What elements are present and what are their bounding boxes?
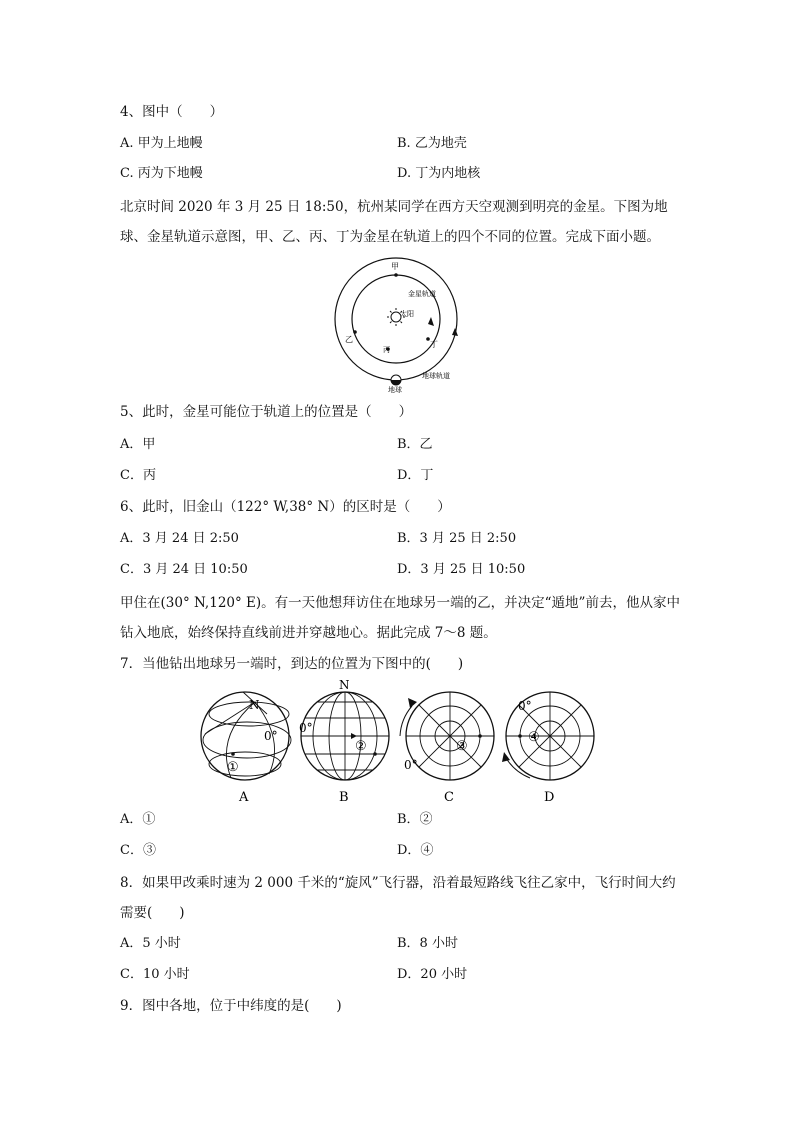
q9-stem: 9．图中各地，位于中纬度的是( ): [120, 998, 342, 1014]
globe-c-letter: C: [444, 790, 454, 805]
label-ding: 丁: [430, 340, 438, 349]
globe-a-0-label: 0°: [264, 729, 278, 743]
q4-option-a: A. 甲为上地幔: [120, 136, 203, 151]
q6-stem: 6、此时，旧金山（122° W,38° N）的区时是（ ）: [120, 499, 451, 515]
label-bing: 丙: [383, 346, 390, 354]
label-sun: 太阳: [400, 310, 414, 318]
globe-d-letter: D: [544, 790, 555, 805]
q8-option-b: B．8 小时: [397, 936, 458, 951]
q4-stem: 4、图中（ ）: [120, 104, 224, 120]
venus-position-yi: [353, 330, 357, 334]
globe-a-marker: ①: [227, 760, 239, 775]
label-venus-orbit: 金星轨道: [408, 290, 436, 298]
q7-option-c: C．③: [120, 843, 156, 858]
q5-option-a: A．甲: [120, 437, 156, 452]
q8-option-a: A．5 小时: [120, 936, 181, 951]
venus-position-jia: [394, 273, 398, 277]
q5-option-c: C．丙: [120, 468, 156, 483]
globe-c-0-label: 0°: [404, 758, 418, 772]
globe-a: [201, 692, 291, 780]
q8-stem: 8．如果甲改乘时速为 2 000 千米的“旋风”飞行器，沿着最短路线飞往乙家中，飞行时间大约需要( ): [120, 875, 676, 921]
globes-figure: [190, 676, 600, 806]
globe-c-marker: ③: [456, 739, 468, 754]
label-earth-orbit: 地球轨道: [422, 372, 450, 380]
globe-a-n-label: N: [249, 698, 260, 712]
q4-option-d: D. 丁为内地核: [397, 166, 481, 181]
globe-d-0-label: 0°: [518, 699, 532, 713]
q8-option-d: D．20 小时: [397, 967, 468, 982]
q7-option-d: D．④: [397, 843, 434, 858]
intro-tunnel-paragraph: 甲住在(30° N,120° E)。有一天他想拜访住在地球另一端的乙，并决定“遁地”前去，他从家中钻入地底，始终保持直线前进并穿越地心。据此完成 7～8 题。: [120, 595, 680, 641]
q8-option-c: C．10 小时: [120, 967, 190, 982]
q5-stem: 5、此时，金星可能位于轨道上的位置是（ ）: [120, 404, 413, 420]
orbit-diagram: [322, 256, 472, 396]
q5-option-d: D．丁: [397, 468, 434, 483]
q6-option-c: C．3 月 24 日 10:50: [120, 562, 248, 577]
q7-option-a: A．①: [120, 812, 156, 827]
q4-option-c: C. 丙为下地幔: [120, 166, 203, 181]
globe-b-letter: B: [339, 790, 349, 805]
globe-d-marker: ④: [528, 730, 540, 745]
q6-option-d: D．3 月 25 日 10:50: [397, 562, 526, 577]
earth-icon: [391, 375, 401, 385]
q4-option-b: B. 乙为地壳: [397, 136, 467, 151]
globe-b-marker: ②: [355, 739, 367, 754]
label-earth: 地球: [388, 386, 402, 394]
globe-c: [400, 692, 494, 780]
q6-option-a: A．3 月 24 日 2:50: [120, 531, 239, 546]
q6-option-b: B．3 月 25 日 2:50: [397, 531, 517, 546]
globe-b: [299, 678, 389, 780]
venus-orbit-arrow: [428, 317, 434, 326]
label-jia: 甲: [391, 262, 399, 271]
earth-orbit-arrow: [452, 328, 458, 336]
q7-stem: 7．当他钻出地球另一端时，到达的位置为下图中的( ): [120, 656, 464, 672]
intro-venus-paragraph: 北京时间 2020 年 3 月 25 日 18:50，杭州某同学在西方天空观测到明亮的金星。下图为地球、金星轨道示意图，甲、乙、丙、丁为金星在轨道上的四个不同的位置。完成下面小题。: [120, 199, 668, 245]
q5-option-b: B．乙: [397, 437, 433, 452]
globe-b-0-label: 0°: [299, 721, 313, 735]
globe-a-letter: A: [239, 790, 249, 805]
globe-b-n-label: N: [339, 678, 350, 692]
label-yi: 乙: [345, 335, 353, 344]
globe-d: [502, 692, 594, 780]
q7-option-b: B．②: [397, 812, 433, 827]
